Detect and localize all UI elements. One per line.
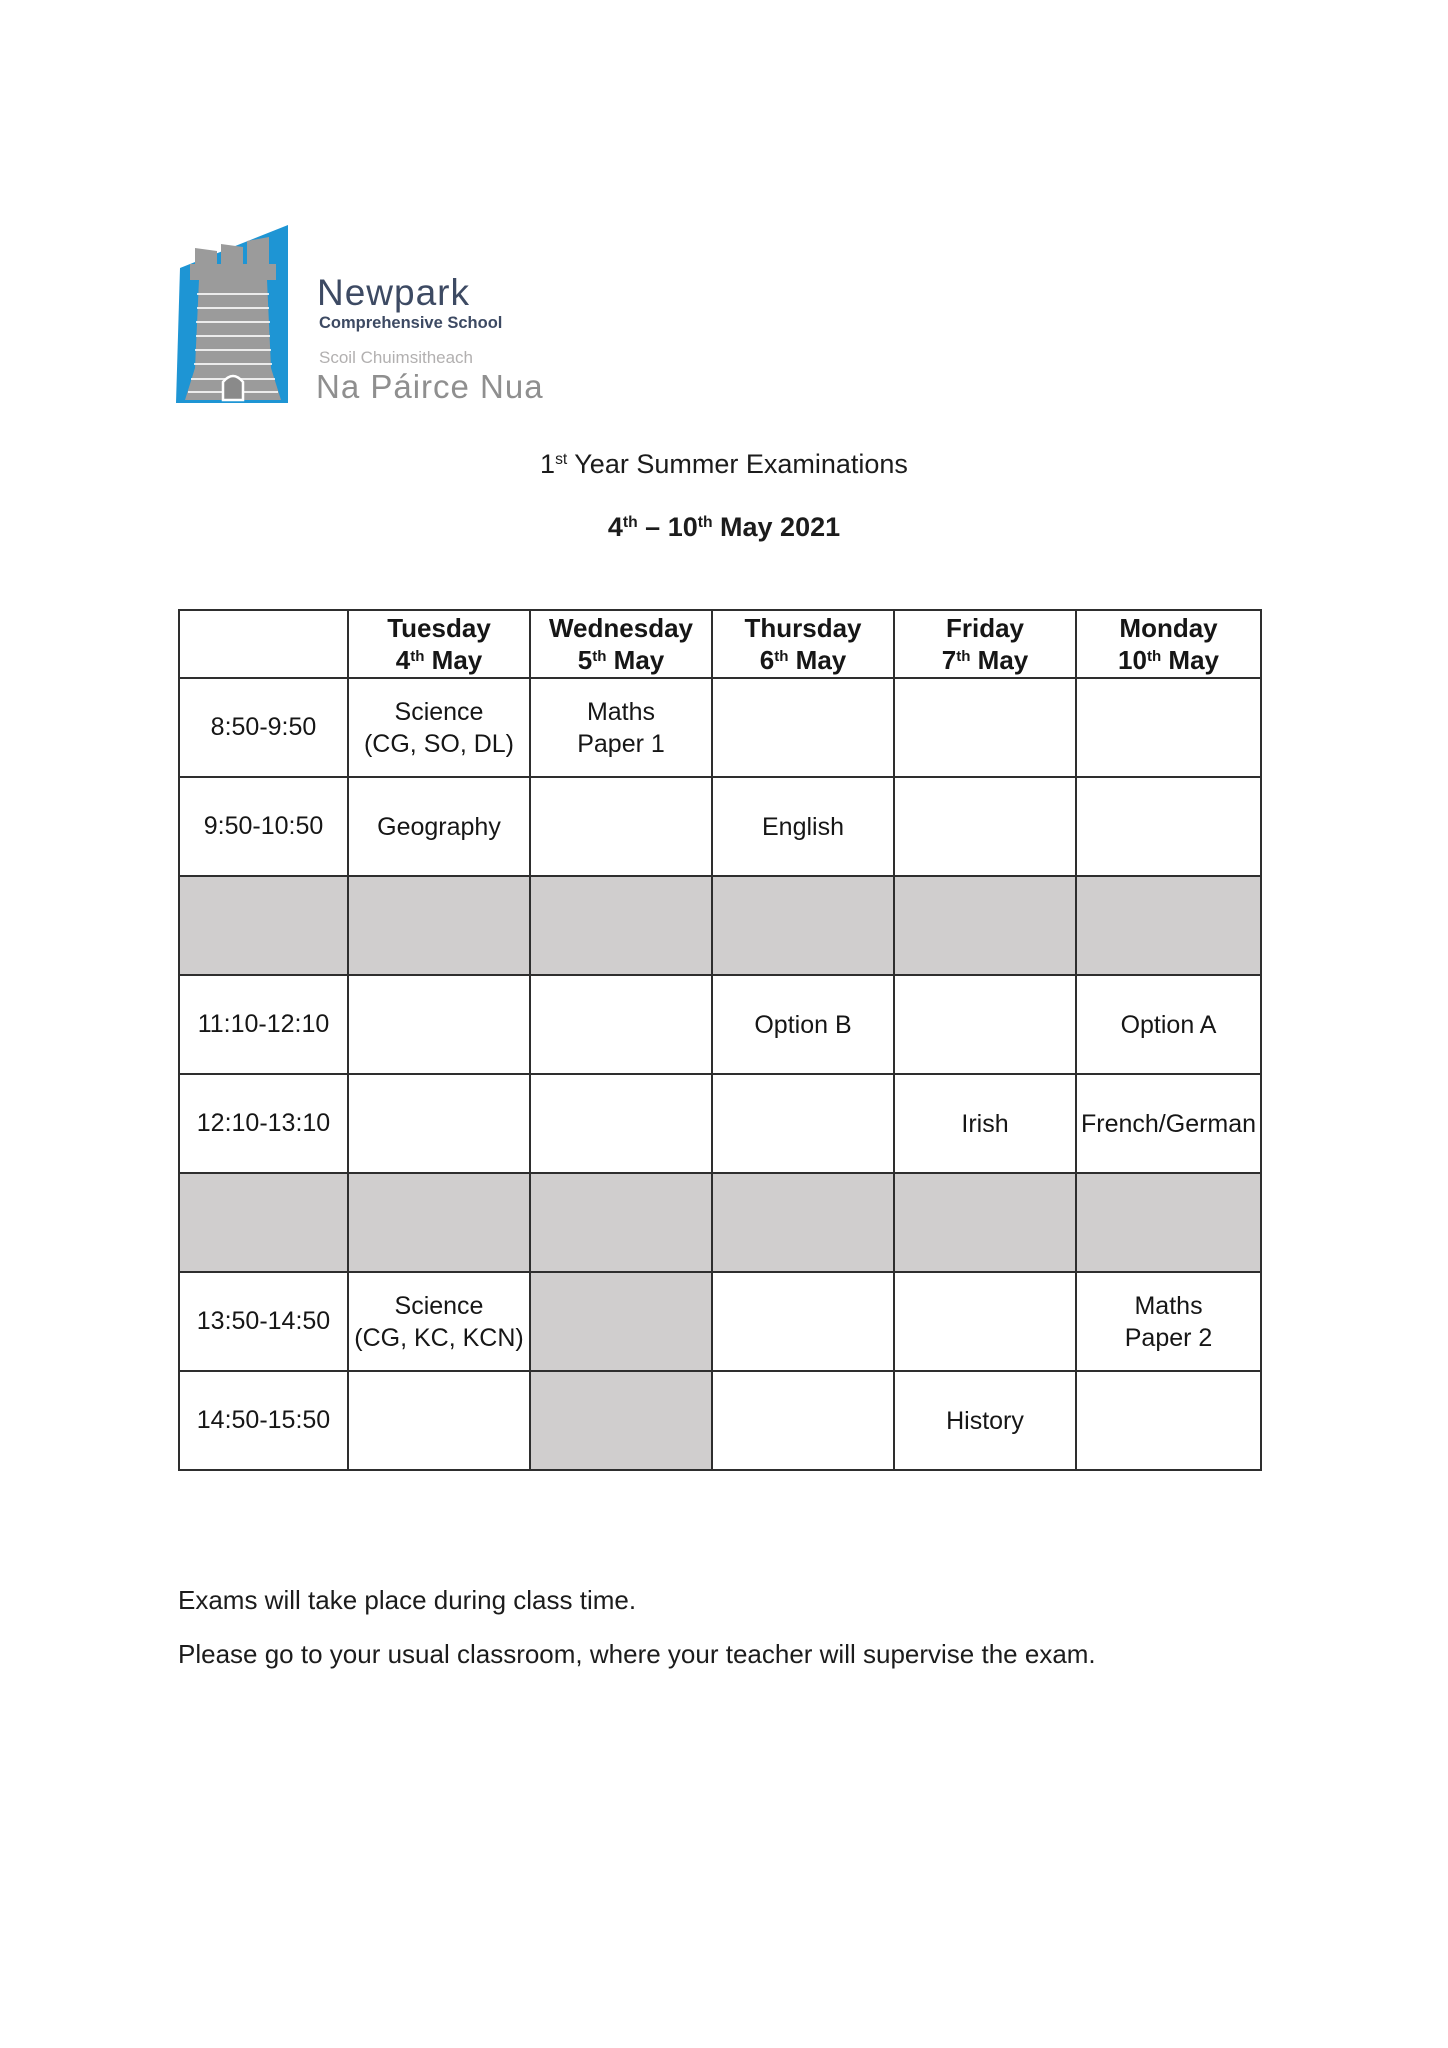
footer-note-class-time: Exams will take place during class time. (178, 1585, 637, 1615)
school-logo (173, 222, 593, 412)
exam-cell: French/German (1076, 1074, 1261, 1173)
exam-cell (894, 777, 1076, 876)
exam-cell (894, 876, 1076, 975)
time-cell: 14:50-15:50 (179, 1371, 348, 1470)
exam-cell (348, 1173, 530, 1272)
exam-row (179, 777, 1261, 876)
time-cell: 9:50-10:50 (179, 777, 348, 876)
exam-cell (1076, 1173, 1261, 1272)
date-range-subtitle: 4th – 10th May 2021 (607, 512, 841, 542)
logo-irish-small: Scoil Chuimsitheach (319, 348, 474, 367)
exam-row (179, 1272, 1261, 1371)
exam-cell: Science (CG, SO, DL) (348, 678, 530, 777)
exam-cell: Maths Paper 1 (530, 678, 712, 777)
exam-cell (712, 1272, 894, 1371)
logo-irish-large: Na Páirce Nua (316, 368, 544, 405)
exam-cell (348, 876, 530, 975)
time-cell (179, 1173, 348, 1272)
exam-cell: Geography (348, 777, 530, 876)
exam-row (179, 1371, 1261, 1470)
exam-row (179, 975, 1261, 1074)
exam-cell (712, 678, 894, 777)
exam-cell (1076, 777, 1261, 876)
exam-cell: Option B (712, 975, 894, 1074)
exam-timetable (178, 609, 1262, 1471)
exam-cell (530, 1371, 712, 1470)
corner-cell (179, 610, 348, 678)
exam-row (179, 1074, 1261, 1173)
exam-cell (894, 1272, 1076, 1371)
exam-cell (530, 1272, 712, 1371)
exam-cell (1076, 678, 1261, 777)
exam-cell (530, 1173, 712, 1272)
exam-cell: Science (CG, KC, KCN) (348, 1272, 530, 1371)
time-cell: 12:10-13:10 (179, 1074, 348, 1173)
page-title: 1st Year Summer Examinations (540, 449, 908, 479)
exam-cell (894, 1173, 1076, 1272)
day-header-friday: Friday 7th May (894, 610, 1076, 678)
exam-cell (1076, 876, 1261, 975)
exam-cell (530, 1074, 712, 1173)
exam-cell: History (894, 1371, 1076, 1470)
exam-cell (712, 1074, 894, 1173)
exam-cell (530, 975, 712, 1074)
exam-row (179, 678, 1261, 777)
break-row (179, 876, 1261, 975)
day-header-wednesday: Wednesday 5th May (530, 610, 712, 678)
castle-banner-icon (173, 222, 293, 407)
day-header-thursday: Thursday 6th May (712, 610, 894, 678)
day-header-monday: Monday 10th May (1076, 610, 1261, 678)
exam-cell: English (712, 777, 894, 876)
exam-cell (348, 1074, 530, 1173)
time-cell: 13:50-14:50 (179, 1272, 348, 1371)
exam-cell (348, 1371, 530, 1470)
exam-cell (712, 1371, 894, 1470)
day-header-tuesday: Tuesday 4th May (348, 610, 530, 678)
time-cell: 8:50-9:50 (179, 678, 348, 777)
logo-school-name: Newpark (317, 272, 470, 313)
exam-cell (894, 678, 1076, 777)
logo-school-subtitle: Comprehensive School (319, 314, 503, 332)
time-cell (179, 876, 348, 975)
exam-cell: Maths Paper 2 (1076, 1272, 1261, 1371)
exam-cell (1076, 1371, 1261, 1470)
break-row (179, 1173, 1261, 1272)
time-cell: 11:10-12:10 (179, 975, 348, 1074)
exam-cell (712, 876, 894, 975)
exam-cell (530, 777, 712, 876)
header-row (179, 610, 1261, 678)
footer-note-classroom: Please go to your usual classroom, where your teacher will supervise the exam. (178, 1639, 1096, 1669)
exam-cell (712, 1173, 894, 1272)
exam-cell (894, 975, 1076, 1074)
exam-cell: Irish (894, 1074, 1076, 1173)
exam-cell (348, 975, 530, 1074)
exam-cell: Option A (1076, 975, 1261, 1074)
exam-cell (530, 876, 712, 975)
